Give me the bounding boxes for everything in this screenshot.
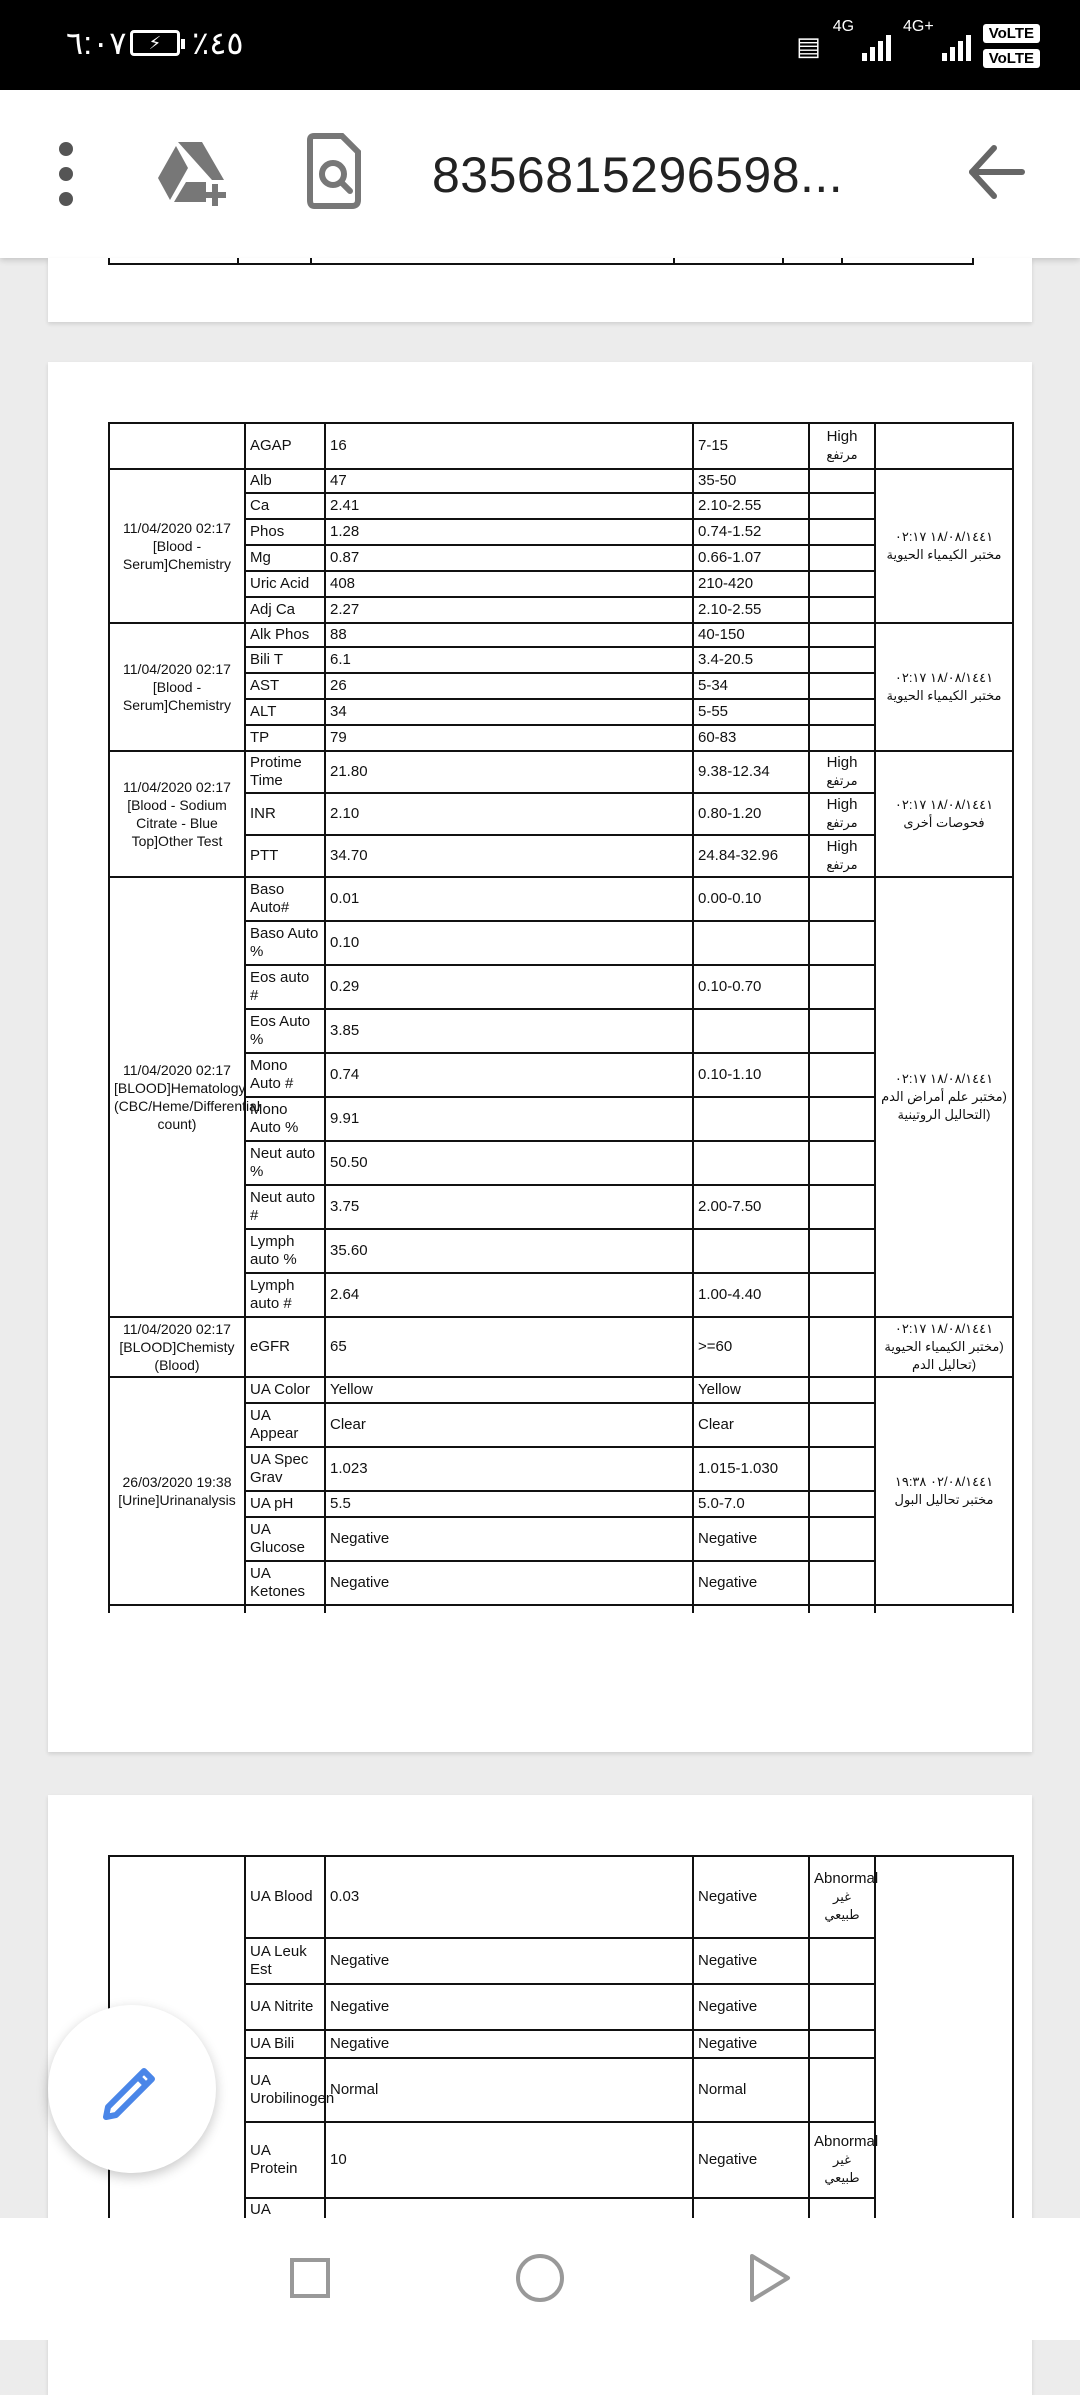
table-row [109, 877, 1013, 921]
battery-charging-icon: ⚡ [130, 30, 180, 56]
lab-cell: ١٨/٠٨/١٤٤١ ٠٢:١٧ فحوصات أخرى [875, 751, 1013, 877]
reference-range-cell: 0.10-1.10 [693, 1053, 809, 1097]
reference-range-cell: Clear [693, 1403, 809, 1447]
reference-range-cell: 1.00-4.40 [693, 1273, 809, 1317]
empty-cell [325, 1605, 693, 1613]
reference-range-cell [693, 921, 809, 965]
add-to-drive-icon[interactable] [156, 138, 232, 208]
signal-1-icon [862, 31, 891, 61]
reference-range-cell [693, 1097, 809, 1141]
flag-text: Abnormal [814, 2133, 879, 2150]
flag-cell [809, 1009, 875, 1053]
flag-cell [809, 2030, 875, 2058]
flag-cell [809, 2058, 875, 2122]
empty-cell [809, 1605, 875, 1613]
flag-cell [809, 1938, 875, 1984]
test-name-cell: UA Protein [245, 2122, 325, 2198]
value-cell: 9.91 [325, 1097, 693, 1141]
document-title: 8356815296598... [432, 147, 844, 203]
value-cell: Negative [325, 2030, 693, 2058]
test-name-cell: UA Urobilinogen [245, 2058, 325, 2122]
volte-badge-2: VoLTE [983, 49, 1040, 68]
flag-cell [809, 545, 875, 571]
flag-text-ar: غير طبيعي [824, 1889, 860, 1922]
test-name-cell: eGFR [245, 1317, 325, 1377]
flag-cell [809, 2122, 879, 2198]
test-name-cell: Baso Auto# [245, 877, 325, 921]
notification-icon: ▤ [796, 30, 821, 61]
test-name-cell: Lymph auto # [245, 1273, 325, 1317]
lab-cell [875, 423, 1013, 469]
flag-text-ar: مرتفع [826, 447, 858, 462]
network-type-1: 4G [832, 18, 855, 35]
test-name-cell: Baso Auto % [245, 921, 325, 965]
flag-cell [809, 1856, 879, 1938]
reference-range-cell: 0.10-0.70 [693, 965, 809, 1009]
value-cell: 10 [325, 2122, 693, 2198]
value-cell: 6.1 [325, 647, 693, 673]
table-row [109, 1317, 1013, 1377]
flag-cell [809, 921, 875, 965]
value-cell: 0.29 [325, 965, 693, 1009]
flag-cell [809, 1141, 875, 1185]
flag-cell [809, 1053, 875, 1097]
flag-cell [809, 751, 875, 793]
value-cell: 1.023 [325, 1447, 693, 1491]
arrow-back-icon[interactable] [964, 140, 1028, 204]
value-cell: 2.27 [325, 597, 693, 623]
value-cell: Negative [325, 1561, 693, 1605]
flag-cell [809, 1403, 875, 1447]
test-name-cell: Alk Phos [245, 623, 325, 647]
reference-range-cell: 2.10-2.55 [693, 597, 809, 623]
date-cell: 11/04/2020 02:17 [Blood - Sodium Citrate - Blue Top]Other Test [109, 751, 245, 877]
flag-cell [809, 519, 875, 545]
test-name-cell: UA [245, 2198, 325, 2222]
empty-cell [245, 1605, 325, 1613]
flag-cell [809, 1561, 875, 1605]
value-cell: 26 [325, 673, 693, 699]
empty-cell [875, 1605, 1013, 1613]
value-cell: 34.70 [325, 835, 693, 877]
value-cell: 0.74 [325, 1053, 693, 1097]
flag-cell [809, 597, 875, 623]
flag-text: Abnormal [814, 1870, 879, 1887]
reference-range-cell: Negative [693, 2030, 809, 2058]
search-document-icon[interactable] [306, 134, 362, 208]
volte-badges [983, 24, 1040, 68]
flag-text: High [826, 754, 858, 771]
lab-cell: ١٨/٠٨/١٤٤١ ٠٢:١٧ (مختبر الكيمياء الحيوية (تحاليل الدم [875, 1317, 1013, 1377]
value-cell: 65 [325, 1317, 693, 1377]
date-cell: 11/04/2020 02:17 [Blood - Serum]Chemistry [109, 623, 245, 751]
lab-cell: ١٨/٠٨/١٤٤١ ٠٢:١٧ (مختبر علم أمراض الدم (التحاليل الروتينية [875, 877, 1013, 1317]
date-cell [109, 423, 245, 469]
date-cell: 26/03/2020 19:38 [Urine]Urinanalysis [109, 1377, 245, 1605]
test-name-cell: Alb [245, 469, 325, 493]
test-name-cell: UA Leuk Est [245, 1938, 325, 1984]
value-cell: 0.03 [325, 1856, 693, 1938]
lab-results-table-continued [108, 1855, 1014, 2223]
status-time: ٦:٠٧ [66, 25, 127, 61]
test-name-cell: UA Ketones [245, 1561, 325, 1605]
value-cell: 50.50 [325, 1141, 693, 1185]
test-name-cell: Ca [245, 493, 325, 519]
value-cell: 3.75 [325, 1185, 693, 1229]
reference-range-cell: 5-55 [693, 699, 809, 725]
test-name-cell: Mono Auto % [245, 1097, 325, 1141]
table-row [109, 469, 1013, 493]
flag-cell [809, 1317, 875, 1377]
flag-text-ar: مرتفع [826, 815, 858, 830]
test-name-cell: Protime Time [245, 751, 325, 793]
reference-range-cell: 5.0-7.0 [693, 1491, 809, 1517]
reference-range-cell: 40-150 [693, 623, 809, 647]
lab-cell: ١٨/٠٨/١٤٤١ ٠٢:١٧ مختبر الكيمياء الحيوية [875, 623, 1013, 751]
test-name-cell: Neut auto # [245, 1185, 325, 1229]
test-name-cell: INR [245, 793, 325, 835]
table-row [109, 423, 1013, 469]
reference-range-cell: 210-420 [693, 571, 809, 597]
flag-cell [809, 1984, 875, 2030]
reference-range-cell [693, 1141, 809, 1185]
table-row [109, 751, 1013, 793]
value-cell: 2.64 [325, 1273, 693, 1317]
test-name-cell: Eos auto # [245, 965, 325, 1009]
date-cell: 11/04/2020 02:17 [BLOOD]Chemisty (Blood) [109, 1317, 245, 1377]
test-name-cell: UA Spec Grav [245, 1447, 325, 1491]
value-cell: 0.87 [325, 545, 693, 571]
reference-range-cell: Negative [693, 1856, 809, 1938]
battery-percent: ٤٥٪ [192, 25, 244, 61]
reference-range-cell: 35-50 [693, 469, 809, 493]
value-cell: 1.28 [325, 519, 693, 545]
value-cell: Negative [325, 1517, 693, 1561]
table-row [109, 258, 973, 264]
test-name-cell: Lymph auto % [245, 1229, 325, 1273]
flag-cell [809, 725, 875, 751]
test-name-cell: UA pH [245, 1491, 325, 1517]
value-cell: 3.85 [325, 1009, 693, 1053]
test-name-cell: Neut auto % [245, 1141, 325, 1185]
table-row [109, 623, 1013, 647]
test-name-cell: UA Appear [245, 1403, 325, 1447]
test-name-cell: UA Bili [245, 2030, 325, 2058]
value-cell: Clear [325, 1403, 693, 1447]
lab-cell [875, 1856, 1013, 2222]
value-cell: 2.10 [325, 793, 693, 835]
reference-range-cell: 0.74-1.52 [693, 519, 809, 545]
flag-cell [809, 1273, 875, 1317]
flag-text-ar: مرتفع [826, 773, 858, 788]
test-name-cell: Phos [245, 519, 325, 545]
flag-cell [809, 1447, 875, 1491]
date-cell: 11/04/2020 02:17 [Blood - Serum]Chemistry [109, 469, 245, 623]
value-cell: 88 [325, 623, 693, 647]
flag-cell [809, 647, 875, 673]
reference-range-cell: 5-34 [693, 673, 809, 699]
volte-badge-1: VoLTE [983, 24, 1040, 43]
edit-fab-button[interactable] [48, 2005, 216, 2173]
reference-range-cell [693, 1009, 809, 1053]
flag-cell [809, 699, 875, 725]
home-button[interactable] [516, 2254, 564, 2302]
test-name-cell: Uric Acid [245, 571, 325, 597]
table-row [109, 1605, 1013, 1613]
value-cell: 0.10 [325, 921, 693, 965]
reference-range-cell: 1.015-1.030 [693, 1447, 809, 1491]
reference-range-cell: 2.00-7.50 [693, 1185, 809, 1229]
reference-range-cell: 60-83 [693, 725, 809, 751]
reference-range-cell: Yellow [693, 1377, 809, 1403]
value-cell: 35.60 [325, 1229, 693, 1273]
lab-cell: ١٨/٠٨/١٤٤١ ٠٢:١٧ مختبر الكيمياء الحيوية [875, 469, 1013, 623]
reference-range-cell: Negative [693, 2122, 809, 2198]
test-name-cell: UA Blood [245, 1856, 325, 1938]
reference-range-cell: Negative [693, 1517, 809, 1561]
flag-cell [809, 793, 875, 835]
test-name-cell: TP [245, 725, 325, 751]
test-name-cell: Mono Auto # [245, 1053, 325, 1097]
flag-cell [809, 673, 875, 699]
reference-range-cell: 0.66-1.07 [693, 545, 809, 571]
document-page-2 [48, 362, 1032, 1752]
flag-cell [809, 623, 875, 647]
flag-cell [809, 1377, 875, 1403]
flag-text: High [826, 838, 858, 855]
flag-cell [809, 1097, 875, 1141]
system-nav-bar [0, 2218, 1080, 2340]
network-type-2: 4G+ [903, 18, 934, 35]
flag-cell [809, 877, 875, 921]
flag-cell [809, 965, 875, 1009]
flag-text: High [826, 796, 858, 813]
test-name-cell: UA Glucose [245, 1517, 325, 1561]
test-name-cell: ALT [245, 699, 325, 725]
value-cell: 21.80 [325, 751, 693, 793]
test-name-cell: Bili T [245, 647, 325, 673]
reference-range-cell: 0.80-1.20 [693, 793, 809, 835]
reference-range-cell: Normal [693, 2058, 809, 2122]
test-name-cell: AST [245, 673, 325, 699]
flag-cell [809, 835, 875, 877]
test-name-cell: UA Color [245, 1377, 325, 1403]
reference-range-cell: Negative [693, 1938, 809, 1984]
flag-cell [809, 423, 875, 469]
test-name-cell: Mg [245, 545, 325, 571]
reference-range-cell: Negative [693, 1561, 809, 1605]
value-cell: 408 [325, 571, 693, 597]
flag-cell [809, 1185, 875, 1229]
reference-range-cell: 9.38-12.34 [693, 751, 809, 793]
reference-range-cell: Negative [693, 1984, 809, 2030]
lab-cell: ٠٢/٠٨/١٤٤١ ١٩:٣٨ مختبر تحاليل البول [875, 1377, 1013, 1605]
flag-text-ar: غير طبيعي [824, 2152, 860, 2185]
empty-cell [693, 1605, 809, 1613]
test-name-cell: AGAP [245, 423, 325, 469]
value-cell: Negative [325, 1938, 693, 1984]
table-row [109, 1856, 1013, 1938]
value-cell: 79 [325, 725, 693, 751]
value-cell: 5.5 [325, 1491, 693, 1517]
document-page-1 [48, 258, 1032, 322]
test-name-cell: Adj Ca [245, 597, 325, 623]
flag-cell [809, 571, 875, 597]
reference-range-cell: >=60 [693, 1317, 809, 1377]
flag-cell [809, 1491, 875, 1517]
value-cell: Normal [325, 2058, 693, 2122]
test-name-cell: PTT [245, 835, 325, 877]
more-vert-icon[interactable] [54, 142, 78, 206]
flag-cell [809, 469, 875, 493]
lab-results-table [108, 422, 1014, 1613]
value-cell: 47 [325, 469, 693, 493]
flag-cell [809, 493, 875, 519]
status-bar [0, 0, 1080, 90]
empty-cell [109, 1605, 245, 1613]
reference-range-cell: 2.10-2.55 [693, 493, 809, 519]
page1-table-tail [108, 258, 974, 265]
signal-2-icon [942, 31, 971, 61]
flag-cell [809, 1517, 875, 1561]
table-row [109, 1377, 1013, 1403]
date-cell: 11/04/2020 02:17 [BLOOD]Hematology (CBC/Heme/Differential count) [109, 877, 245, 1317]
status-right-group [796, 18, 1040, 74]
reference-range-cell: 3.4-20.5 [693, 647, 809, 673]
test-name-cell: Eos Auto % [245, 1009, 325, 1053]
reference-range-cell: 7-15 [693, 423, 809, 469]
recents-button[interactable] [290, 2258, 330, 2298]
test-name-cell: UA Nitrite [245, 1984, 325, 2030]
reference-range-cell: 24.84-32.96 [693, 835, 809, 877]
reference-range-cell [693, 1229, 809, 1273]
value-cell: Negative [325, 1984, 693, 2030]
nav-back-button[interactable] [748, 2252, 792, 2304]
reference-range-cell: 0.00-0.10 [693, 877, 809, 921]
flag-cell [809, 1229, 875, 1273]
pencil-icon [100, 2057, 164, 2121]
app-bar [0, 90, 1080, 258]
value-cell: 0.01 [325, 877, 693, 921]
value-cell: Yellow [325, 1377, 693, 1403]
value-cell: 2.41 [325, 493, 693, 519]
value-cell: 16 [325, 423, 693, 469]
flag-text-ar: مرتفع [826, 857, 858, 872]
value-cell: 34 [325, 699, 693, 725]
flag-text: High [826, 428, 858, 445]
